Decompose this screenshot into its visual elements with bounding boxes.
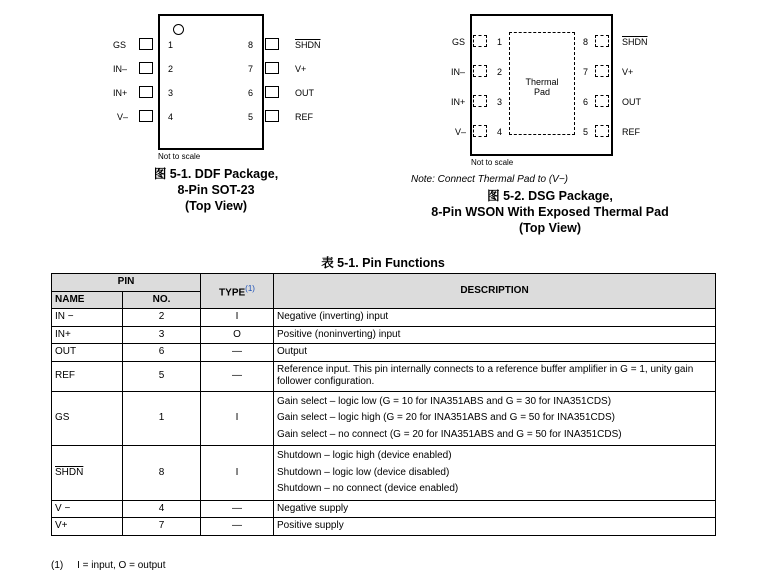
ddf-caption-line: (Top View) — [184, 199, 248, 213]
pin-number: 6 — [123, 344, 201, 362]
thermal-pad-label — [509, 77, 575, 97]
pin-type: I — [201, 446, 274, 501]
pin-type: — — [201, 500, 274, 518]
ddf-pin-label: IN– — [113, 64, 128, 74]
ddf-pin-box — [139, 110, 153, 122]
pin-description — [274, 361, 716, 391]
table-row — [52, 500, 716, 518]
pin-number: 3 — [123, 326, 201, 344]
pin-description-line: Gain select – no connect (G = 20 for INA351ABS and G = 50 for INA351CDS) — [277, 428, 622, 440]
ddf-pin-box — [139, 38, 153, 50]
dsg-pin-label: REF — [622, 127, 640, 137]
pin-name: OUT — [52, 344, 123, 362]
pin-type: I — [201, 309, 274, 327]
thermal-pad-label-line: Thermal — [525, 77, 559, 87]
footnote-ref: (1) — [245, 283, 255, 293]
table-row — [52, 326, 716, 344]
dsg-pin-label: SHDN — [622, 37, 648, 47]
ddf-pin-box — [139, 62, 153, 74]
dsg-pin-label: OUT — [622, 97, 641, 107]
pin-description-line: Shutdown – logic low (device disabled) — [277, 466, 450, 478]
dsg-pin-box — [473, 35, 487, 47]
ddf-pin-number: 2 — [168, 64, 174, 74]
header-name: NAME — [52, 291, 123, 309]
pin-description — [274, 344, 716, 362]
ddf-pin-number: 3 — [168, 88, 174, 98]
pin-name-text: SHDN — [55, 466, 84, 478]
pin-name: V+ — [52, 518, 123, 536]
dsg-pin-box — [473, 125, 487, 137]
table-row — [52, 309, 716, 327]
pin-type: O — [201, 326, 274, 344]
pin-type: — — [201, 361, 274, 391]
ddf-pin-box — [265, 38, 279, 50]
pin-description-line: Reference input. This pin internally connects to a reference buffer amplifier in G = 1, unity gain follower configuration. — [277, 363, 694, 387]
ddf-pin-label: V+ — [295, 64, 307, 74]
footnote: (1) I = input, O = output — [51, 560, 166, 571]
pin-description — [274, 500, 716, 518]
header-no: NO. — [123, 291, 201, 309]
pin-name: GS — [52, 391, 123, 446]
table-row — [52, 361, 716, 391]
pin-number: 2 — [123, 309, 201, 327]
pin-name: V − — [52, 500, 123, 518]
dsg-pin-number: 5 — [583, 127, 589, 137]
ddf-pin-box — [265, 110, 279, 122]
pin-description — [274, 391, 716, 446]
ddf-not-to-scale: Not to scale — [158, 152, 201, 161]
dsg-caption-line: (Top View) — [518, 221, 582, 235]
dsg-pin-number: 4 — [497, 127, 503, 137]
pin-description-line: Negative (inverting) input — [277, 311, 389, 322]
pin-number: 1 — [123, 391, 201, 446]
header-pin: PIN — [52, 274, 201, 292]
dsg-pin-label: V– — [455, 127, 467, 137]
dsg-pin-box — [473, 95, 487, 107]
pin-number: 5 — [123, 361, 201, 391]
dsg-pin-box — [595, 95, 609, 107]
dsg-caption-line: 8-Pin WSON With Exposed Thermal Pad — [431, 205, 669, 219]
dsg-pin-number: 3 — [497, 97, 503, 107]
header-description: DESCRIPTION — [274, 274, 716, 309]
header-type-label: TYPE — [219, 286, 246, 298]
table-row — [52, 391, 716, 446]
ddf-caption — [121, 166, 311, 214]
dsg-pin-box — [595, 35, 609, 47]
pin-description-line: Positive (noninverting) input — [277, 328, 401, 340]
ddf-pin-box — [265, 86, 279, 98]
table-row — [52, 518, 716, 536]
pin-type: — — [201, 518, 274, 536]
dsg-not-to-scale: Not to scale — [471, 158, 514, 167]
dsg-pin-label: V+ — [622, 67, 634, 77]
dsg-pin-box — [595, 65, 609, 77]
dsg-caption-line: 图 5-2. DSG Package, — [487, 189, 613, 203]
dsg-pin-label: IN– — [451, 67, 466, 77]
pin-name — [52, 446, 123, 501]
pin-number: 4 — [123, 500, 201, 518]
pin-name: IN+ — [52, 326, 123, 344]
pin-description-line: Shutdown – logic high (device enabled) — [277, 450, 452, 461]
ddf-pin-number: 1 — [168, 40, 174, 50]
ddf-caption-line: 图 5-1. DDF Package, — [153, 167, 279, 181]
dsg-pin-label: IN+ — [451, 97, 466, 107]
pin-number: 8 — [123, 446, 201, 501]
dsg-pin-number: 2 — [497, 67, 503, 77]
ddf-pin-label: IN+ — [113, 88, 128, 98]
dsg-note: Note: Connect Thermal Pad to (V−) — [411, 174, 569, 185]
pin-description — [274, 446, 716, 501]
ddf-pin-number: 8 — [248, 40, 254, 50]
thermal-pad-label-line: Pad — [533, 87, 550, 97]
pin-description-line: Gain select – logic low (G = 10 for INA351ABS and G = 30 for INA351CDS) — [277, 395, 612, 407]
dsg-pin-number: 1 — [497, 37, 503, 47]
ddf-pin-number: 5 — [248, 112, 254, 122]
table-row — [52, 344, 716, 362]
dsg-pin-box — [473, 65, 487, 77]
header-type — [201, 274, 274, 309]
pin-name: REF — [52, 361, 123, 391]
dsg-pin-label: GS — [452, 37, 466, 47]
pin-type: I — [201, 391, 274, 446]
ddf-pin-label: GS — [113, 40, 127, 50]
ddf-pin-label: OUT — [295, 88, 314, 98]
ddf-pin-number: 6 — [248, 88, 254, 98]
ddf-caption-line: 8-Pin SOT-23 — [177, 183, 255, 197]
pin-description — [274, 309, 716, 327]
pin1-indicator-dot — [173, 24, 184, 35]
pin-functions-table — [51, 273, 716, 536]
pin-description-line: Shutdown – no connect (device enabled) — [277, 483, 459, 494]
dsg-pin-number: 7 — [583, 67, 589, 77]
dsg-pin-number: 8 — [583, 37, 589, 47]
dsg-caption — [405, 188, 695, 236]
table-title: 表 5-1. Pin Functions — [321, 256, 445, 270]
ddf-pin-label: SHDN — [295, 40, 321, 50]
pin-name: IN − — [52, 309, 123, 327]
pin-description-line: Gain select – logic high (G = 20 for INA351ABS and G = 50 for INA351CDS) — [277, 412, 615, 423]
dsg-pin-number: 6 — [583, 97, 589, 107]
pin-description — [274, 518, 716, 536]
ddf-package-body — [158, 14, 264, 150]
pin-description-line: Output — [277, 346, 308, 357]
ddf-pin-label: REF — [295, 112, 313, 122]
ddf-pin-number: 7 — [248, 64, 254, 74]
pin-description — [274, 326, 716, 344]
ddf-pin-box — [139, 86, 153, 98]
pin-type: — — [201, 344, 274, 362]
ddf-pin-label: V– — [117, 112, 129, 122]
ddf-pin-number: 4 — [168, 112, 174, 122]
dsg-pin-box — [595, 125, 609, 137]
pin-number: 7 — [123, 518, 201, 536]
ddf-pin-box — [265, 62, 279, 74]
pin-description-line: Positive supply — [277, 520, 344, 531]
pin-description-line: Negative supply — [277, 502, 349, 514]
table-row — [52, 446, 716, 501]
